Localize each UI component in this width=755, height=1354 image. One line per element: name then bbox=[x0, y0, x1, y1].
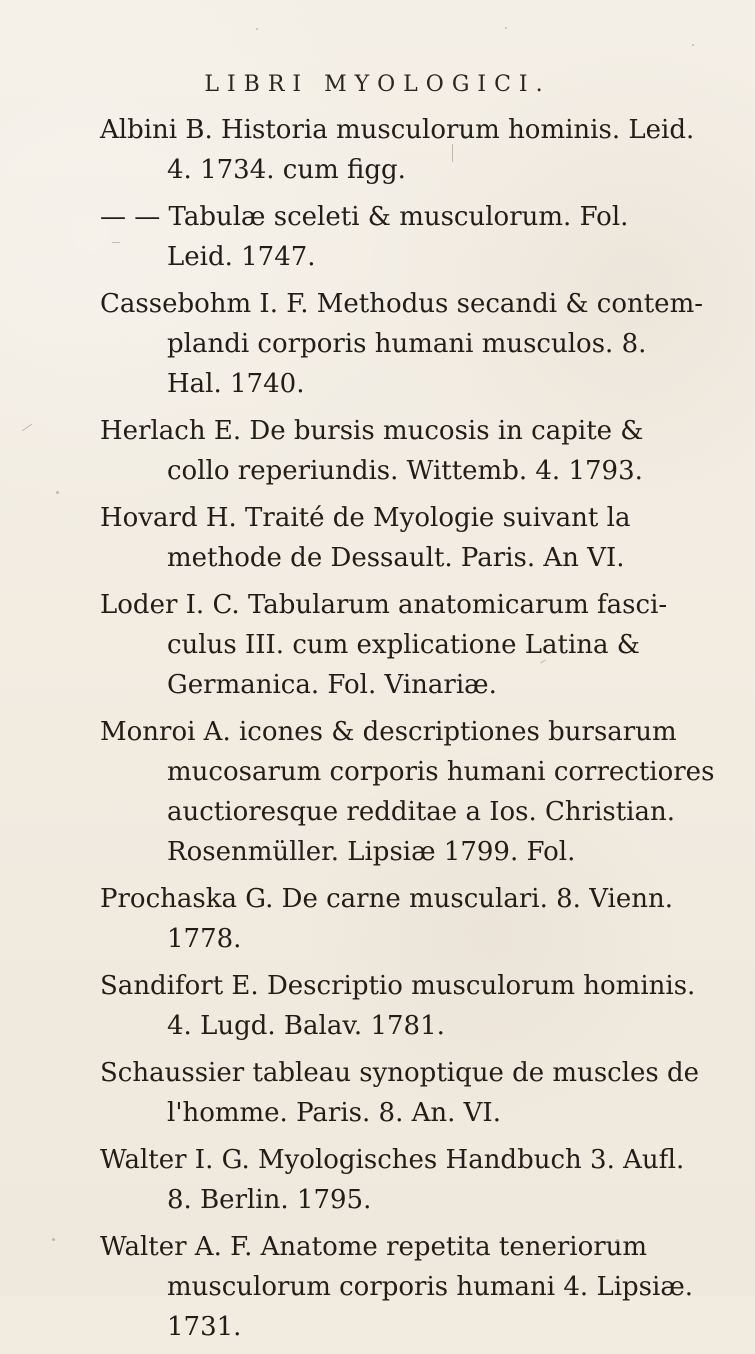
entry-line: 4. 1734. cum figg. bbox=[167, 155, 406, 185]
entry-line: 8. Berlin. 1795. bbox=[167, 1185, 372, 1215]
bibliography-entry bbox=[100, 284, 742, 404]
entry-line: Cassebohm I. F. Methodus secandi & contem- bbox=[100, 289, 704, 319]
entry-line: auctioresque redditae a Ios. Christian. bbox=[167, 797, 676, 827]
entry-line: Monroi A. icones & descriptiones bursarum bbox=[100, 717, 677, 747]
entry-line: Germanica. Fol. Vinariæ. bbox=[167, 670, 497, 700]
entry-line: mucosarum corporis humani correctiores bbox=[167, 757, 715, 787]
bibliography-entry bbox=[100, 1227, 742, 1347]
entry-line: collo reperiundis. Wittemb. 4. 1793. bbox=[167, 456, 643, 486]
entry-line: Albini B. Historia musculorum hominis. Leid. bbox=[100, 115, 695, 145]
entry-line: 1778. bbox=[167, 924, 242, 954]
entry-line: Rosenmüller. Lipsiæ 1799. Fol. bbox=[167, 837, 576, 867]
entry-line: — — Tabulæ sceleti & musculorum. Fol. bbox=[100, 202, 629, 232]
paper-speck bbox=[505, 27, 507, 29]
entry-line: l'homme. Paris. 8. An. VI. bbox=[167, 1098, 501, 1128]
bibliography-entry bbox=[100, 1053, 742, 1133]
bibliography-list bbox=[100, 110, 742, 1354]
bibliography-entry bbox=[100, 197, 742, 277]
entry-line: Walter A. F. Anatome repetita teneriorum bbox=[100, 1232, 648, 1262]
paper-speck bbox=[256, 28, 258, 30]
entry-line: Hal. 1740. bbox=[167, 369, 305, 399]
entry-line: 1731. bbox=[167, 1312, 242, 1342]
bibliography-entry bbox=[100, 110, 742, 190]
bibliography-entry bbox=[100, 411, 742, 491]
entry-line: Loder I. C. Tabularum anatomicarum fasci- bbox=[100, 590, 668, 620]
entry-line: methode de Dessault. Paris. An VI. bbox=[167, 543, 625, 573]
bibliography-entry bbox=[100, 966, 742, 1046]
entry-line: Prochaska G. De carne musculari. 8. Vienn. bbox=[100, 884, 673, 914]
entry-line: Schaussier tableau synoptique de muscles de bbox=[100, 1058, 700, 1088]
bibliography-entry bbox=[100, 498, 742, 578]
paper-speck bbox=[56, 491, 59, 494]
entry-line: Leid. 1747. bbox=[167, 242, 316, 272]
page-title: LIBRI MYOLOGICI. bbox=[204, 72, 551, 97]
entry-line: plandi corporis humani musculos. 8. bbox=[167, 329, 647, 359]
entry-line: musculorum corporis humani 4. Lipsiæ. bbox=[167, 1272, 694, 1302]
bibliography-entry bbox=[100, 712, 742, 872]
paper-speck bbox=[22, 424, 32, 432]
paper-speck bbox=[692, 44, 694, 46]
entry-line: Herlach E. De bursis mucosis in capite & bbox=[100, 416, 644, 446]
entry-line: culus III. cum explicatione Latina & bbox=[167, 630, 640, 660]
bibliography-entry bbox=[100, 879, 742, 959]
entry-line: Hovard H. Traité de Myologie suivant la bbox=[100, 503, 631, 533]
paper-speck bbox=[52, 1238, 55, 1241]
entry-line: Walter I. G. Myologisches Handbuch 3. Aufl. bbox=[100, 1145, 685, 1175]
bibliography-entry bbox=[100, 1140, 742, 1220]
entry-line: 4. Lugd. Balav. 1781. bbox=[167, 1011, 445, 1041]
entry-line: Sandifort E. Descriptio musculorum hominis. bbox=[100, 971, 696, 1001]
bibliography-entry bbox=[100, 585, 742, 705]
